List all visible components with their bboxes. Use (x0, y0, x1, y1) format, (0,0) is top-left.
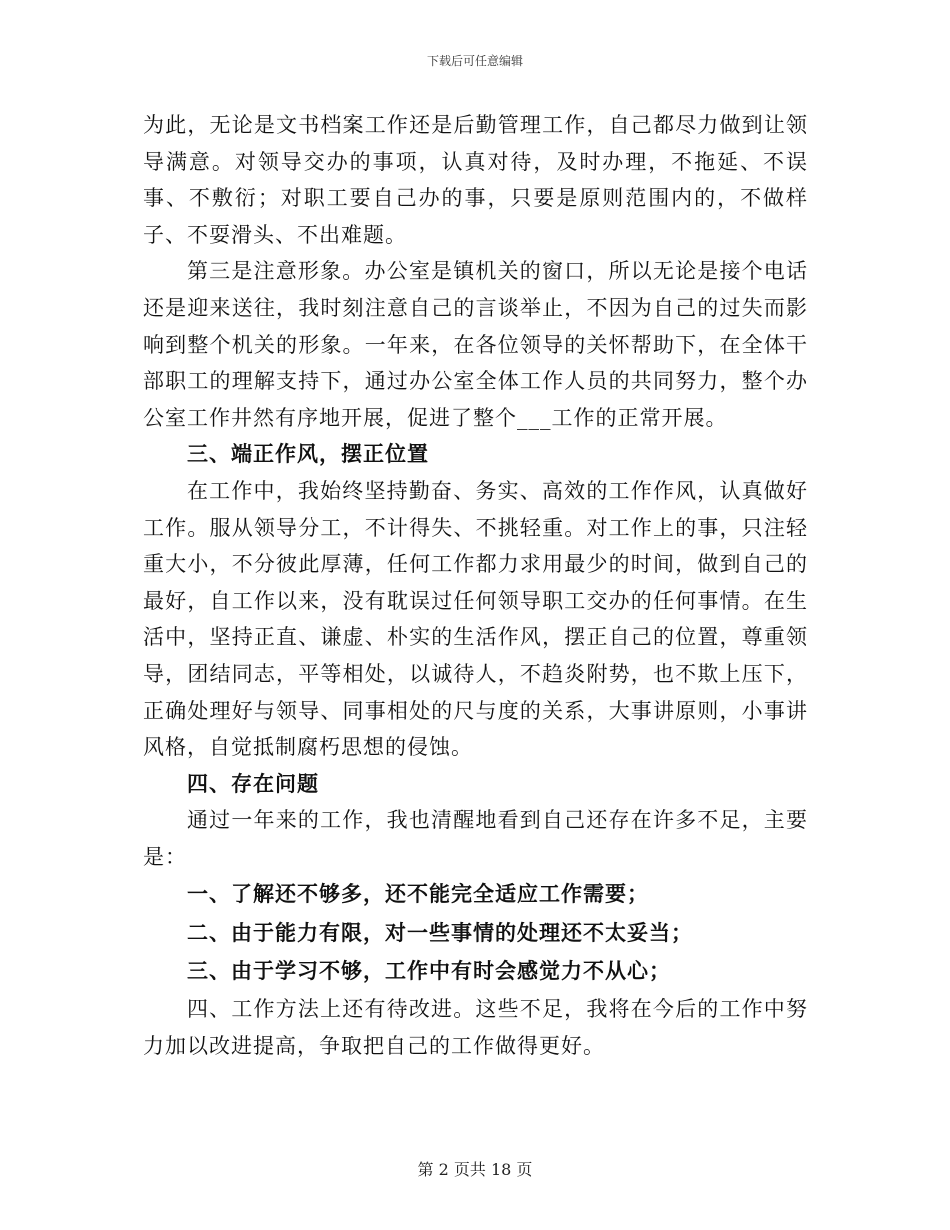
page-number-footer: 第 2 页共 18 页 (417, 1160, 533, 1179)
shortcoming-item-1: 一、了解还不够多，还不能完全适应工作需要； (187, 881, 649, 907)
paragraph-continuation: 为此，无论是文书档案工作还是后勤管理工作，自己都尽力做到让领导满意。对领导交办的事项，认真对待，及时办理，不拖延、不误事、不敷衍；对职工要自己办的事，只要是原则范围内的，不做样子、不耍滑头、不出难题。 (143, 113, 808, 247)
shortcoming-item-3: 三、由于学习不够，工作中有时会感觉力不从心； (187, 958, 671, 984)
paragraph-image-matters: 第三是注意形象。办公室是镇机关的窗口，所以无论是接个电话还是迎来送往，我时刻注意自己的言谈举止，不因为自己的过失而影响到整个机关的形象。一年来，在各位领导的关怀帮助下，在全体干部职工的理解支持下，通过办公室全体工作人员的共同努力，整个办公室工作井然有序地开展，促进了整个___工作的正常开展。 (143, 259, 808, 430)
paragraph-shortcomings-intro: 通过一年来的工作，我也清醒地看到自己还存在许多不足，主要是： (143, 808, 808, 869)
page-header: 下载后可任意编辑 (426, 54, 523, 68)
section-heading-4: 四、存在问题 (187, 770, 319, 796)
shortcoming-item-2: 二、由于能力有限，对一些事情的处理还不太妥当； (187, 919, 693, 945)
shortcoming-item-4: 四、工作方法上还有待改进。这些不足，我将在今后的工作中努力加以改进提高，争取把自己的工作做得更好。 (143, 996, 808, 1058)
document-body (143, 107, 808, 1064)
section-heading-3: 三、端正作风，摆正位置 (187, 441, 429, 467)
paragraph-work-style: 在工作中，我始终坚持勤奋、务实、高效的工作作风，认真做好工作。服从领导分工，不计得失、不挑轻重。对工作上的事，只注轻重大小，不分彼此厚薄，任何工作都力求用最少的时间，做到自己的最好，自工作以来，没有耽误过任何领导职工交办的任何事情。在生活中，坚持正直、谦虚、朴实的生活作风，摆正自己的位置，尊重领导，团结同志，平等相处，以诚待人，不趋炎附势，也不欺上压下，正确处理好与领导、同事相处的尺与度的关系，大事讲原则，小事讲风格，自觉抵制腐朽思想的侵蚀。 (143, 478, 808, 760)
